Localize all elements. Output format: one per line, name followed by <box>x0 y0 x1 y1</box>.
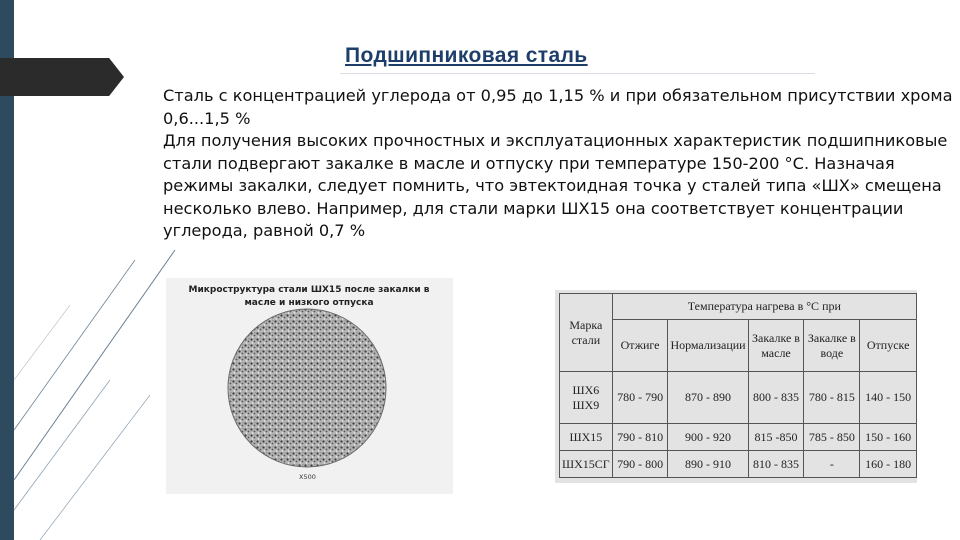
micrograph-image <box>166 278 453 494</box>
micrograph-figure <box>166 278 453 494</box>
table-header-group: Температура нагрева в °С при <box>612 294 916 320</box>
table-col-header: Отжиге <box>612 320 668 372</box>
paragraph-heat-treatment: Для получения высоких прочностных и эксплуатационных характеристик подшипниковые стали подвергают закалке в масле и отпуску при температуре 150-200 °С. Назначая режимы закалки, следует помнить, что эвтектоидная точка у сталей типа «ШХ» смещена несколько влево. Например, для стали марки ШХ15 она соответствует концентрации углерода, равной 0,7 % <box>163 131 948 240</box>
paragraph-composition: Сталь с концентрацией углерода от 0,95 до 1,15 % и при обязательном присутствии хрома 0,6...1,5 % <box>163 86 953 128</box>
table-cell: 870 - 890 <box>668 372 748 424</box>
table-row <box>560 372 917 424</box>
title-marker-arrow <box>0 58 124 96</box>
table-col-header: Отпуске <box>860 320 917 372</box>
table-col-header: Закалке в воде <box>804 320 860 372</box>
table-col-header: Нормализации <box>668 320 748 372</box>
title-divider <box>340 73 815 74</box>
table-cell: 815 -850 <box>748 424 804 451</box>
table-cell-grade: ШХ15СГ <box>560 451 613 478</box>
table-row <box>560 451 917 478</box>
table-cell: 900 - 920 <box>668 424 748 451</box>
table-cell: 790 - 810 <box>612 424 668 451</box>
micrograph-caption: Микроструктура стали ШХ15 после закалки в масле и низкого отпуска <box>188 285 430 308</box>
table-header-grade: Марка стали <box>560 294 613 372</box>
slide-title: Подшипниковая сталь <box>345 44 588 67</box>
table-cell: 780 - 790 <box>612 372 668 424</box>
table-cell: 790 - 800 <box>612 451 668 478</box>
temperature-table-figure <box>555 290 917 483</box>
table-col-header: Закалке в масле <box>748 320 804 372</box>
slide-body <box>163 85 953 243</box>
table-cell: 150 - 160 <box>860 424 917 451</box>
table-cell-grade: ШХ6 ШХ9 <box>560 372 613 424</box>
table-cell: 140 - 150 <box>860 372 917 424</box>
table-cell: 800 - 835 <box>748 372 804 424</box>
table-cell: 780 - 815 <box>804 372 860 424</box>
table-cell-grade: ШХ15 <box>560 424 613 451</box>
temperature-table <box>559 293 917 478</box>
table-row <box>560 424 917 451</box>
table-cell: - <box>804 451 860 478</box>
table-cell: 890 - 910 <box>668 451 748 478</box>
table-cell: 810 - 835 <box>748 451 804 478</box>
table-cell: 785 - 850 <box>804 424 860 451</box>
micrograph-magnification: X500 <box>299 473 316 481</box>
table-cell: 160 - 180 <box>860 451 917 478</box>
